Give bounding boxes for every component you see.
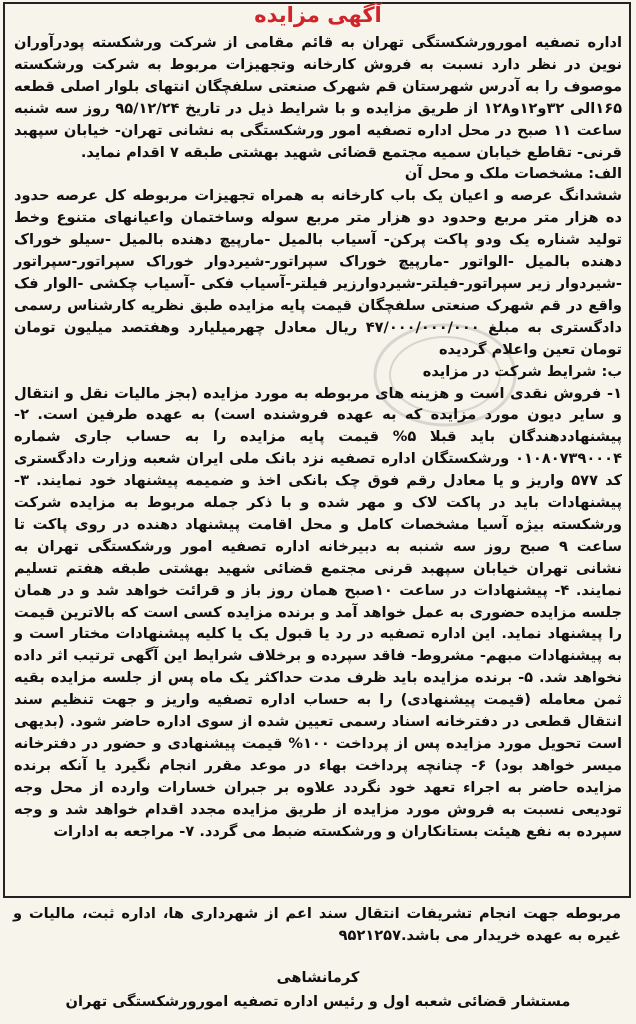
- notice-intro: اداره تصفیه امورورشکستگی تهران به قائم مقامی از شرکت ورشکسته پودرآوران نوین در نظر دارد نسبت به فروش کارخانه وتجهیزات مربوط به شرکت ورشکسته موصوف را به آدرس شهرستان قم شهرک صنعتی سلفچگان انتهای بلوار اصلی قطعه ۱۶۵الی ۳۲و۱۲و۱۲۸ از طریق مزایده و با شرایط ذیل در تاریخ ۹۵/۱۲/۲۴ روز سه شنبه ساعت ۱۱ صبح در محل اداره تصفیه امور ورشکستگی به نشانی تهران- خیابان سپهبد قرنی- تقاطع خیابان سمیه مجتمع قضائی شهید بهشتی طبقه ۷ اقدام نماید.: [14, 34, 623, 161]
- section-a-heading: الف: مشخصات ملک و محل آن: [404, 165, 622, 183]
- notice-body: [14, 32, 622, 843]
- notice-title: آگهی مزایده: [254, 3, 382, 27]
- signatory-title: مستشار قضائی شعبه اول و رئیس اداره تصفیه امورورشکستگی تهران: [65, 993, 571, 1010]
- notice-footer-text: مربوطه جهت انجام تشریفات انتقال سند اعم از شهرداری ها، اداره ثبت، مالیات و غیره به عهده خریدار می باشد.۹۵۲۱۲۵۷: [13, 905, 621, 944]
- section-b-text: ۱- فروش نقدی است و هزینه های مربوطه به مورد مزایده (بجز مالیات نقل و انتقال و سایر دیون مورد مزایده که به عهده فروشنده است) به عهده طرفین است. ۲- پیشنهاددهندگان باید قبلا ۵% قیمت پایه مزایده را به حساب جاری شماره ۰۱۰۸۰۷۳۹۰۰۰۴ ورشکستگان اداره تصفیه نزد بانک ملی ایران شعبه وزارت دادگستری کد ۵۷۷ واریز و یا معادل رقم فوق چک بانکی اخذ و ضمیمه پیشنهاد خود نمایند. ۳- پیشنهادات باید در پاکت لاک و مهر شده و با ذکر جمله مربوط به مزایده شرکت ورشکسته بیژه آسیا مشخصات کامل و محل اقامت پیشنهاد دهنده در روی پاکت تا ساعت ۹ صبح روز سه شنبه به دبیرخانه اداره تصفیه امور ورشکستگی تهران به نشانی تهران خیابان سپهبد قرنی مجتمع قضائی شهید بهشتی طبقه هفتم تسلیم نمایند. ۴- پیشنهادات در ساعت ۱۰صبح همان روز باز و قرائت خواهد شد و در همان جلسه مزایده حضوری به عمل خواهد آمد و برنده مزایده کسی است که بالاترین قیمت را پیشنهاد نماید. این اداره تصفیه در رد یا قبول یک یا کلیه پیشنهادات مختار است و به پیشنهادات مبهم- مشروط- فاقد سپرده و برخلاف شرایط این آگهی ترتیب اثر داده نخواهد شد. ۵- برنده مزایده باید ظرف مدت حداکثر یک ماه پس از جلسه مزایده بقیه ثمن معامله (قیمت پیشنهادی) را به حساب اداره تصفیه واریز و جهت تنظیم سند انتقال قطعی در دفترخانه اسناد رسمی تعیین شده از سوی اداره حاضر شود. (بدیهی است تحویل مورد مزایده پس از پرداخت ۱۰۰% قیمت پیشنهادی و حضور در دفترخانه میسر خواهد بود) ۶- چنانچه پرداخت بهاء در موعد مقرر انجام نگیرد یا آنکه برنده مزایده حاضر به اجراء تعهد خود نگردد علاوه بر جبران خسارات وارده از محل وجه تودیعی نسبت به فروش مورد مزایده از طریق مزایده مجدد اقدام خواهد شد و وجه سپرده به نفع هیئت بستانکاران و ورشکسته ضبط می گردد. ۷- مراجعه به ادارات: [14, 384, 623, 840]
- signatory-name: کرمانشاهی: [276, 969, 360, 986]
- section-a-text: ششدانگ عرصه و اعیان یک باب کارخانه به همراه تجهیزات مربوطه کل عرصه حدود ده هزار متر مربع وحدود دو هزار متر مربع سوله وساختمان واعیانهای متنوع وخط تولید شناره یک ودو پاکت پرکن- آسیاب بالمیل -مارپیچ دهنده بالمیل -سیلو خوراک دهنده بالمیل -الواتور -مارپیچ خوراک سپراتور-شیردوار خوراک سپراتور-سپراتور -شیردوار زیر سپراتور-فیلتر-شیردوارزیر فیلتر-آسیاب فکی -آسیاب چکشی -الوار فک واقع در قم شهرک صنعتی سلفچگان قیمت پایه مزایده طبق نظریه کارشناس رسمی دادگستری به مبلغ ۴۷/۰۰۰/۰۰۰/۰۰۰ ریال معادل چهرمیلیارد وهفتصد میلیون تومان تومان تعین واعلام گردیده: [14, 187, 622, 358]
- section-b-heading: ب: شرایط شرکت در مزایده: [422, 362, 622, 380]
